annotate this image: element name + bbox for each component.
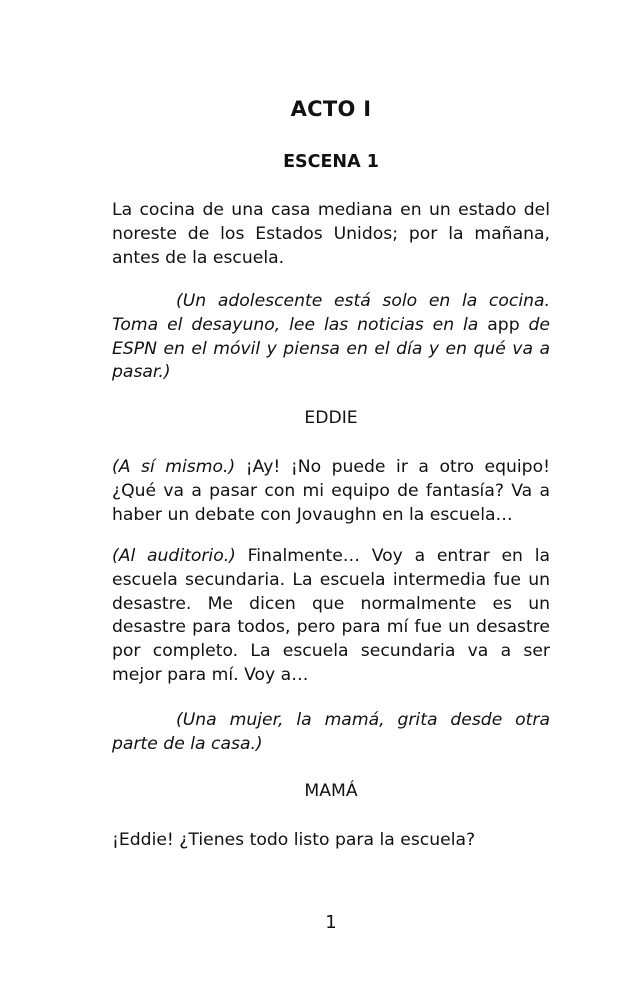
character-name-mama: MAMÁ [304, 781, 358, 801]
script-page [112, 0, 550, 1000]
scene-title: ESCENA 1 [283, 152, 379, 172]
dialogue-eddie-1-direction: (A sí mismo.) [112, 457, 236, 477]
page-number: 1 [325, 912, 337, 933]
stage-direction-1-app: app [487, 314, 520, 335]
dialogue-eddie-1-text: ¡Ay! ¡No puede ir a otro equipo! ¿Qué va a pasar con mi equipo de fantasía? Va a haber un debate con Jovaughn en la escuela… [112, 457, 550, 525]
act-title: ACTO I [290, 97, 372, 121]
character-name-eddie: EDDIE [304, 408, 358, 428]
dialogue-eddie-2-text: Finalmente… Voy a entrar en la escuela secundaria. La escuela intermedia fue un desastre. Me dicen que normalmente es un desastre para todos, pero para mí fue un desastre por completo. La escuela secundaria va a ser mejor para mí. Voy a… [112, 546, 550, 685]
stage-direction-1-part2: de ESPN en el móvil y piensa en el día y en qué va a pasar.) [112, 314, 550, 383]
dialogue-eddie-2 [112, 545, 550, 688]
setting-description: La cocina de una casa mediana en un estado del noreste de los Estados Unidos; por la mañana, antes de la escuela. [112, 200, 550, 268]
stage-direction-2: (Una mujer, la mamá, grita desde otra parte de la casa.) [112, 710, 550, 754]
stage-direction-1 [112, 290, 550, 385]
dialogue-mama-1: ¡Eddie! ¿Tienes todo listo para la escuela? [112, 830, 476, 850]
dialogue-eddie-2-direction: (Al auditorio.) [112, 546, 236, 566]
dialogue-eddie-1 [112, 456, 550, 527]
stage-direction-1-part1: (Un adolescente está solo en la cocina. Toma el desayuno, lee las noticias en la [112, 291, 550, 335]
